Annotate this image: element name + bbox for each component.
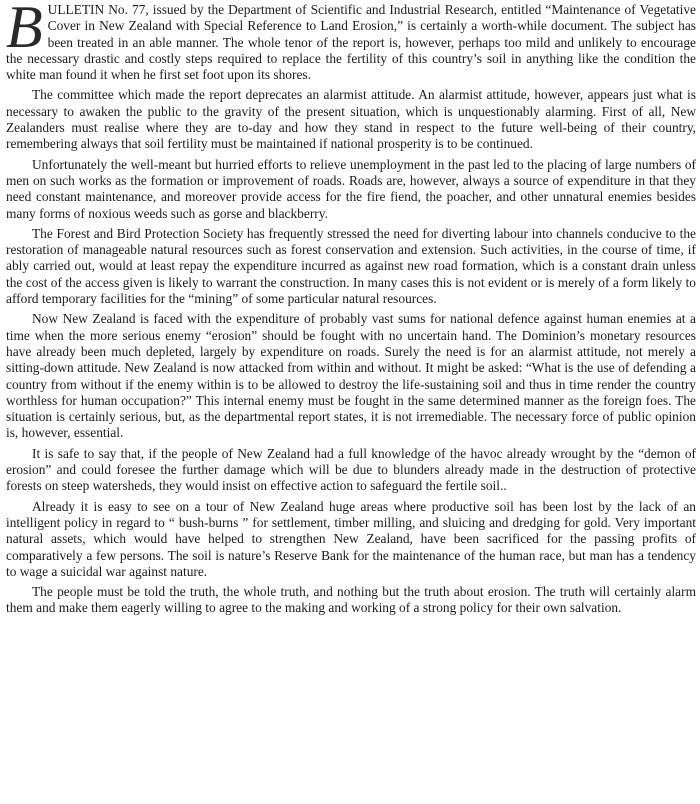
paragraph-8: The people must be told the truth, the whole truth, and nothing but the truth about erosion. The truth will certainly alarm them and make them eagerly willing to agree to the making and working of a strong policy for their own salvation. [6, 584, 696, 616]
paragraph-3: Unfortunately the well-meant but hurried efforts to relieve unemployment in the past led to the placing of large numbers of men on such works as the formation or improvement of roads. Roads are, however, always a source of expenditure in that they need constant maintenance, and moreover provide access for the fire fiend, the poacher, and other unnatural enemies besides many forms of noxious weeds such as gorse and blackberry. [6, 156, 696, 221]
paragraph-6: It is safe to say that, if the people of New Zealand had a full knowledge of the havoc already wrought by the “demon of erosion” and could foresee the further damage which will be due to blunders already made in the destruction of protective forests on steep watersheds, they would insist on effective action to safeguard the fertile soil.. [6, 445, 696, 494]
paragraph-2: The committee which made the report deprecates an alarmist attitude. An alarmist attitude, however, appears just what is necessary to awaken the public to the gravity of the present situation, which is unquestionably alarming. First of all, New Zealanders must realise where they are to-day and how they stand in respect to the future well-being of their country, remembering always that soil fertility must be maintained if national prosperity is to be continued. [6, 87, 696, 152]
drop-cap-letter: B [6, 0, 43, 60]
paragraph-1 [6, 2, 696, 83]
paragraph-4: The Forest and Bird Protection Society has frequently stressed the need for diverting labour into channels conducive to the restoration of manageable natural resources such as forest conservation and extension. Such activities, in the course of time, if ably carried out, would at least repay the expenditure incurred as against new road formation, which is a constant drain unless the cost of the access given is likely to warrant the construction. In many cases this is not evident or is merely of a form likely to afford temporary facilities for the “mining” of some particular natural resources. [6, 225, 696, 307]
paragraph-1-text: ULLETIN No. 77, issued by the Department of Scientific and Industrial Research, entitled “Maintenance of Vegetative Cover in New Zealand with Special Reference to Land Erosion,” is certainly a worth-while document. The subject has been treated in an able manner. The whole tenor of the report is, however, perhaps too mild and unlikely to encourage the necessary drastic and costly steps required to replace the fertility of this country’s soil in anything like the condition the white man found it when he first set foot upon its shores. [6, 2, 696, 83]
paragraph-7: Already it is easy to see on a tour of New Zealand huge areas where productive soil has been lost by the lack of an intelligent policy in regard to “ bush-burns ” for settlement, timber milling, and sluicing and dredging for gold. Very important natural assets, which would have helped to strengthen New Zealand, have been sacrificed for the passing profits of comparatively a few persons. The soil is nature’s Reserve Bank for the maintenance of the human race, but man has a tendency to wage a suicidal war against nature. [6, 498, 696, 579]
paragraph-5: Now New Zealand is faced with the expenditure of probably vast sums for national defence against human enemies at a time when the more serious enemy “erosion” should be fought with no uncertain hand. The Dominion’s monetary resources have already been much depleted, largely by expenditure on roads. Surely the need is for an alarmist attitude, not merely a sitting-down attitude. New Zealand is now attacked from within and without. It might be asked: “What is the use of defending a country from without if the enemy within is to be allowed to destroy the life-sustaining soil and thus in time render the country worthless for human occupation?” This internal enemy must be fought in the same determined manner as the foreign foes. The situation is certainly serious, but, as the departmental report states, it is not irremediable. The necessary force of public opinion is, however, essential. [6, 311, 696, 441]
